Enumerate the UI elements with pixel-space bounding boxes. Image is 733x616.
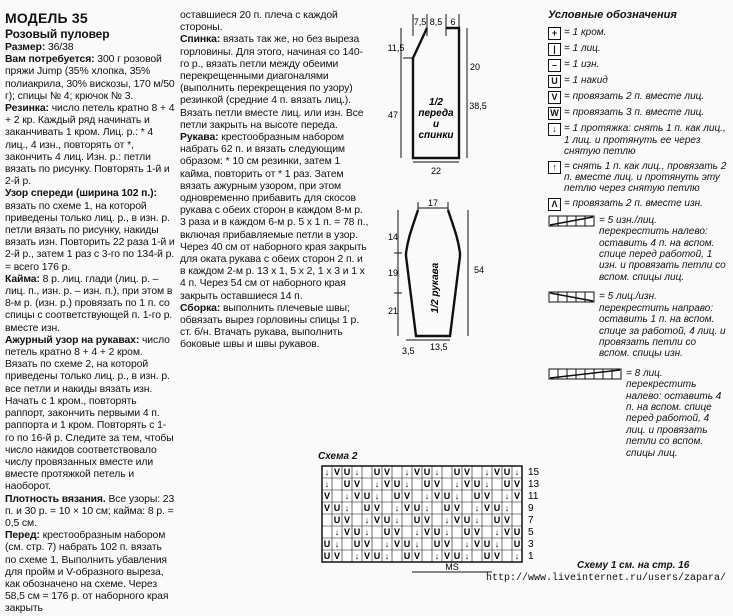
stitch-cell-icon: V	[413, 467, 421, 477]
legend-text: = 1 протяжка: снять 1 п. как лиц., 1 лиц. и протянуть ее через снятую петлю	[564, 123, 726, 158]
stitch-cell-icon: V	[383, 467, 391, 477]
legend	[548, 10, 728, 467]
dim-top-3: 6	[450, 17, 456, 27]
stitch-cell-icon: U	[503, 479, 511, 489]
stitch-cell-icon: V	[493, 551, 501, 561]
legend-cables	[548, 215, 728, 459]
legend-cable-item	[548, 215, 728, 283]
paragraph-text: выполнить плечевые швы; обвязать вырез горловины спицы 1 р. ст. б/н. Втачать рукава, выполнить боковые швы и швы рукавов.	[180, 302, 360, 351]
stitch-cell-icon: V	[453, 503, 461, 513]
paragraph-label: Плотность вязания.	[5, 493, 106, 505]
stitch-cell-icon: V	[343, 515, 351, 525]
stitch-cell-icon: U	[323, 551, 331, 561]
stitch-cell-icon: V	[483, 491, 491, 501]
paragraph-text: крестообразным набором набрать 62 п. и вязать следующим образом: * 10 см резинки, затем 1 кайма, повторить от * 1 раз. Затем вязать ажурным узором, при этом одновременно прибавить для скосов рукава с обеих сторон в каждом 8-м р. 3 раза и в каждом 6-м р. 5 х 1 п. = 78 п., включая прибавляемые петли в узор. Через 40 см от наборного края закрыть для оката рукава с обеих сторон 2 п. и в каждом 2-м р. 13 х 1, 5 х 2, 1 х 3 и 1 х 4 п. Через 54 см от наборного края закрыть оставшиеся 14 п.	[180, 132, 369, 302]
stitch-cell-icon: V	[323, 491, 331, 501]
stitch-cell-icon: U	[363, 503, 371, 513]
stitch-cell-icon: V	[443, 539, 451, 549]
stitch-cell-icon: U	[373, 467, 381, 477]
stitch-cell-icon: ↓	[424, 503, 430, 513]
legend-item	[548, 91, 728, 104]
legend-text: = 1 изн.	[564, 59, 600, 71]
stitch-cell-icon: U	[483, 551, 491, 561]
paragraph-text: число петель кратно 8 + 4 + 2 кром. Вязать по схеме 2, на которой приведены только лиц. р., в изн. р. все петли и накиды вязать изн. Начать с 1 кром., повторять раппорт, закончить первыми 4 п. раппорта и 1 кром. Повторять с 1-го по 16-й р. Следите за тем, чтобы число накидов соответствовало числу провязанных вместе или вместе протяжкой петель и наоборот.	[5, 334, 174, 493]
stitch-cell-icon: V	[323, 503, 331, 513]
stitch-cell-icon: V	[363, 539, 371, 549]
paragraph-text: вязать так же, но без выреза горловины. Для этого, начиная со 140-го р., вязать петли между обеими перекрещенными диагоналями (выполнить перекрещения по узору) резинкой (средние 4 п. вязать лиц.). Вязать петли вместе лиц. или изн. Все петли закрыть на высоте переда.	[180, 34, 364, 131]
dim-left: 47	[387, 110, 399, 120]
stitch-cell-icon: V	[443, 551, 451, 561]
stitch-cell-icon: V	[403, 491, 411, 501]
stitch-cell-icon: U	[383, 527, 391, 537]
stitch-cell-icon: ↓	[384, 551, 390, 561]
stitch-cell-icon: U	[333, 503, 341, 513]
stitch-cell-icon: U	[403, 551, 411, 561]
chart1-note: Схему 1 см. на стр. 16	[577, 560, 690, 571]
body-pattern-diagram	[383, 10, 493, 182]
stitch-cell-icon: ↓	[464, 539, 470, 549]
legend-text: = 1 накид	[564, 75, 608, 87]
stitch-cell-icon: ↓	[404, 467, 410, 477]
stitch-cell-icon: U	[413, 503, 421, 513]
stitch-cell-icon: V	[463, 467, 471, 477]
stitch-cell-icon: ↓	[374, 479, 380, 489]
legend-text: = 5 лиц./изн. перекрестить направо: оставить 1 п. на вспом. спице за работой, 4 лиц. и провязать петли со вспом. спицы изн.	[599, 291, 726, 360]
stitch-symbol-icon: |	[548, 43, 561, 56]
stitch-cell-icon: ↓	[334, 539, 340, 549]
stitch-cell-icon: V	[373, 515, 381, 525]
stitch-cell-icon: U	[513, 527, 521, 537]
stitch-cell-icon: V	[413, 551, 421, 561]
stitch-cell-icon: U	[453, 467, 461, 477]
stitch-cell-icon: ↓	[444, 527, 450, 537]
dim-bottom: 22	[430, 166, 442, 176]
stitch-cell-icon: ↓	[494, 539, 500, 549]
paragraph	[180, 303, 370, 352]
sleeve-dim-left-2: 19	[388, 268, 399, 278]
paragraphs	[5, 42, 175, 616]
paragraph	[180, 34, 370, 132]
stitch-cell-icon: ↓	[394, 515, 400, 525]
stitch-cell-icon: ↓	[344, 503, 350, 513]
chart2-title: Схема 2	[318, 451, 358, 462]
stitch-cell-icon: U	[423, 467, 431, 477]
stitch-cell-icon: V	[473, 527, 481, 537]
stitch-symbol-icon: U	[548, 75, 561, 88]
stitch-cell-icon: V	[353, 491, 361, 501]
sleeve-dim-right: 54	[474, 265, 485, 275]
stitch-cell-icon: ↓	[334, 527, 340, 537]
stitch-cell-icon: V	[513, 491, 521, 501]
stitch-cell-icon: ↓	[484, 467, 490, 477]
stitch-cell-icon: U	[423, 479, 431, 489]
sleeve-dim-bottom-2: 13,5	[430, 342, 448, 352]
paragraph-text: число петель кратно 8 + 4 + 2 кр. Каждый ряд начинать и заканчивать 1 кром. Лиц. р.: * 4 лиц., 4 изн., повторять от *, закончить 4 лиц. Изн. р.: петли вязать по рисунку. Повторять 1-й и 2-й р.	[5, 103, 175, 188]
row-number-label: 15	[528, 467, 540, 478]
paragraph-text: оставшиеся 20 п. плеча с каждой стороны.	[180, 10, 338, 34]
paragraph-label: Кайма:	[5, 273, 40, 285]
model-title: МОДЕЛЬ 35	[5, 10, 88, 26]
paragraph-label: Сборка:	[180, 302, 221, 314]
paragraphs	[180, 10, 370, 352]
stitch-cell-icon: V	[423, 515, 431, 525]
stitch-symbol-icon: W	[548, 107, 561, 120]
cable-symbol-icon	[548, 291, 595, 303]
stitch-cell-icon: U	[323, 539, 331, 549]
row-number-label: 3	[528, 539, 534, 550]
legend-item	[548, 27, 728, 40]
model-subtitle: Розовый пуловер	[5, 27, 110, 41]
stitch-cell-icon: ↓	[354, 551, 360, 561]
stitch-cell-icon: V	[513, 479, 521, 489]
legend-text: = 8 лиц. перекрестить налево: оставить 4 п. на вспом. спице перед работой, 4 лиц. и провязать петли со вспом. спицы лиц.	[626, 367, 722, 459]
row-number-label: 1	[528, 551, 534, 562]
stitch-cell-icon: ↓	[444, 515, 450, 525]
stitch-cell-icon: U	[353, 539, 361, 549]
stitch-symbol-icon: ↑	[548, 161, 561, 174]
paragraph-text: 8 р. лиц. глади (лиц. р. – лиц. п., изн. р. – изн. п.), при этом в 8-м р. (изн. р.) провязать по 1 п. со спицы с соответствующей п. 1-го р. вместе изн.	[5, 273, 173, 334]
paragraph-label: Ажурный узор на рукавах:	[5, 334, 140, 346]
stitch-cell-icon: ↓	[434, 467, 440, 477]
stitch-cell-icon: ↓	[324, 467, 330, 477]
stitch-cell-icon: ↓	[514, 551, 520, 561]
instructions-column-2	[180, 10, 370, 352]
legend-cable-item	[548, 291, 728, 359]
stitch-cell-icon: U	[333, 515, 341, 525]
stitch-cell-icon: ↓	[344, 491, 350, 501]
stitch-cell-icon: U	[413, 515, 421, 525]
stitch-cell-icon: U	[493, 515, 501, 525]
stitch-cell-icon: V	[483, 503, 491, 513]
dim-top-1: 7,5	[413, 17, 427, 27]
legend-item	[548, 123, 728, 157]
stitch-cell-icon: V	[353, 479, 361, 489]
stitch-cell-icon: ↓	[384, 539, 390, 549]
sleeve-dim-bottom-1: 3,5	[402, 346, 415, 356]
sleeve-dim-left-3: 21	[388, 306, 399, 316]
stitch-cell-icon: U	[433, 527, 441, 537]
stitch-cell-icon: U	[473, 491, 481, 501]
legend-text: = провязать 3 п. вместе лиц.	[564, 107, 705, 119]
paragraph-label: Узор спереди (ширина 102 п.):	[5, 188, 157, 200]
stitch-cell-icon: U	[393, 491, 401, 501]
stitch-cell-icon: U	[513, 539, 521, 549]
paragraph	[5, 103, 175, 188]
stitch-symbol-icon: +	[548, 27, 561, 40]
stitch-cell-icon: V	[333, 551, 341, 561]
paragraph-label: Размер:	[5, 42, 46, 53]
stitch-cell-icon: ↓	[484, 479, 490, 489]
stitch-cell-icon: V	[433, 491, 441, 501]
sleeve-label: 1/2 рукава	[430, 262, 441, 314]
repeat-label: MS	[445, 562, 459, 572]
paragraph	[5, 188, 175, 273]
stitch-cell-icon: U	[393, 479, 401, 489]
sleeve-pattern-diagram	[388, 198, 498, 360]
stitch-cell-icon: ↓	[354, 467, 360, 477]
paragraph-text: Все узоры: 23 п. и 30 р. = 10 × 10 см; кайма: 8 р. = 0,5 см.	[5, 493, 175, 529]
stitch-cell-icon: U	[463, 515, 471, 525]
stitch-cell-icon: ↓	[504, 491, 510, 501]
paragraph	[180, 10, 370, 34]
stitch-cell-icon: ↓	[514, 467, 520, 477]
stitch-symbol-icon: ↓	[548, 123, 561, 136]
stitch-cell-icon: U	[383, 515, 391, 525]
stitch-cell-icon: V	[383, 479, 391, 489]
paragraph-text: крестообразным набором (см. стр. 7) набрать 102 п. вязать по схеме 1. Выполнить убавления для пройм и V-образного выреза, как обозначено на схеме. Через 58,5 см = 176 р. от наборного края закрыть	[5, 530, 169, 615]
legend-item	[548, 75, 728, 88]
legend-text: = снять 1 п. как лиц., провязать 2 п. вместе лиц. и протянуть эту петлю через снятую петлю	[564, 160, 727, 195]
stitch-cell-icon: U	[433, 539, 441, 549]
cable-symbol-icon	[548, 215, 595, 227]
stitch-cell-icon: ↓	[434, 551, 440, 561]
stitch-cell-icon: ↓	[474, 515, 480, 525]
stitch-cell-icon: V	[373, 503, 381, 513]
row-number-label: 11	[528, 491, 539, 502]
row-number-label: 5	[528, 527, 534, 538]
legend-text: = 5 изн./лиц. перекрестить налево: оставить 4 п. на вспом. спице перед работой, 1 изн. и провязать петли со вспом. спицы лиц.	[599, 214, 726, 283]
piece-label-4: спинки	[418, 130, 454, 141]
row-number-label: 7	[528, 515, 534, 526]
dim-left-top: 11,5	[387, 43, 405, 53]
source-url: http://www.liveinternet.ru/users/zapara/	[486, 573, 727, 584]
stitch-cell-icon: ↓	[474, 503, 480, 513]
stitch-symbol-icon: V	[548, 91, 561, 104]
stitch-cell-icon: U	[343, 467, 351, 477]
row-number-label: 9	[528, 503, 534, 514]
instructions-column-1	[5, 10, 175, 616]
stitch-cell-icon: U	[503, 467, 511, 477]
stitch-cell-icon: U	[403, 539, 411, 549]
stitch-cell-icon: V	[393, 527, 401, 537]
legend-text: = 1 лиц.	[564, 43, 601, 55]
dim-right-top: 20	[469, 62, 481, 72]
stitch-cell-icon: ↓	[454, 491, 460, 501]
stitch-cell-icon: ↓	[374, 491, 380, 501]
paragraph-label: Рукава:	[180, 132, 219, 144]
legend-item	[548, 107, 728, 120]
stitch-cell-icon: ↓	[364, 527, 370, 537]
paragraph-label: Вам потребуется:	[5, 54, 95, 66]
piece-label-3: и	[432, 119, 440, 130]
stitch-cell-icon: V	[333, 467, 341, 477]
stitch-cell-icon: U	[343, 479, 351, 489]
stitch-cell-icon: V	[453, 515, 461, 525]
paragraph	[5, 42, 175, 54]
paragraph	[5, 54, 175, 103]
paragraph	[5, 335, 175, 494]
piece-label-2: переда	[418, 108, 454, 119]
stitch-cell-icon: ↓	[504, 503, 510, 513]
piece-label-1: 1/2	[429, 97, 443, 108]
cable-symbol-icon	[548, 368, 622, 380]
stitch-cell-icon: ↓	[494, 527, 500, 537]
sleeve-dim-left-1: 14	[388, 232, 399, 242]
dim-top-2: 8,5	[429, 17, 443, 27]
paragraph-label: Спинка:	[180, 34, 221, 46]
paragraph	[5, 530, 175, 615]
stitch-symbol-icon: –	[548, 59, 561, 72]
stitch-cell-icon: U	[373, 551, 381, 561]
stitch-cell-icon: U	[483, 539, 491, 549]
legend-item	[548, 43, 728, 56]
stitch-cell-icon: U	[493, 503, 501, 513]
stitch-cell-icon: V	[463, 479, 471, 489]
stitch-cell-icon: U	[443, 491, 451, 501]
stitch-cell-icon: ↓	[424, 491, 430, 501]
paragraph-text: вязать по схеме 1, на которой приведены только лиц. р., в изн. р. петли вязать по рисунку, накиды вязать изн. Повторить 22 раза 1-й и 2-й р., затем 1 раз с 3-го по 134-й р. = всего 176 р.	[5, 200, 175, 273]
legend-items	[548, 27, 728, 210]
stitch-cell-icon: U	[443, 503, 451, 513]
legend-text: = провязать 2 п. вместе лиц.	[564, 91, 705, 103]
stitch-cell-icon: V	[393, 539, 401, 549]
stitch-cell-icon: ↓	[454, 479, 460, 489]
stitch-cell-icon: ↓	[414, 539, 420, 549]
paragraph-text: 300 г розовой пряжи Jump (35% хлопка, 35% полиакрила, 30% вискозы, 170 м/50 г); спицы № 4; крючок № 3.	[5, 54, 175, 102]
paragraph	[5, 494, 175, 531]
row-number-label: 13	[528, 479, 540, 490]
legend-cable-item	[548, 368, 728, 459]
paragraph	[5, 274, 175, 335]
paragraph	[180, 132, 370, 303]
paragraph-label: Перед:	[5, 530, 40, 542]
legend-item	[548, 198, 728, 211]
stitch-cell-icon: ↓	[394, 503, 400, 513]
stitch-cell-icon: U	[463, 527, 471, 537]
stitch-cell-icon: V	[503, 527, 511, 537]
stitch-chart-2	[316, 462, 556, 580]
stitch-symbol-icon: Λ	[548, 198, 561, 211]
paragraph-label: Резинка:	[5, 103, 49, 115]
stitch-cell-icon: V	[423, 527, 431, 537]
paragraph-text: 36/38	[45, 42, 74, 53]
stitch-cell-icon: ↓	[364, 515, 370, 525]
stitch-cell-icon: ↓	[414, 527, 420, 537]
sleeve-dim-top: 17	[427, 198, 439, 208]
legend-title: Условные обозначения	[548, 9, 677, 21]
stitch-cell-icon: U	[353, 527, 361, 537]
stitch-cell-icon: V	[433, 479, 441, 489]
stitch-cell-icon: V	[473, 539, 481, 549]
dim-right: 38,5	[469, 101, 487, 111]
legend-text: = провязать 2 п. вместе изн.	[564, 197, 703, 209]
stitch-cell-icon: U	[453, 551, 461, 561]
stitch-cell-icon: U	[473, 479, 481, 489]
legend-text: = 1 кром.	[564, 27, 607, 39]
stitch-cell-icon: U	[363, 491, 371, 501]
stitch-cell-icon: V	[343, 527, 351, 537]
stitch-cell-icon: V	[493, 467, 501, 477]
stitch-cell-icon: V	[503, 515, 511, 525]
stitch-cell-icon: ↓	[404, 479, 410, 489]
stitch-cell-icon: ↓	[324, 479, 330, 489]
legend-item	[548, 161, 728, 195]
stitch-cell-icon: V	[363, 551, 371, 561]
stitch-cell-icon: V	[403, 503, 411, 513]
legend-item	[548, 59, 728, 72]
stitch-cell-icon: ↓	[464, 551, 470, 561]
